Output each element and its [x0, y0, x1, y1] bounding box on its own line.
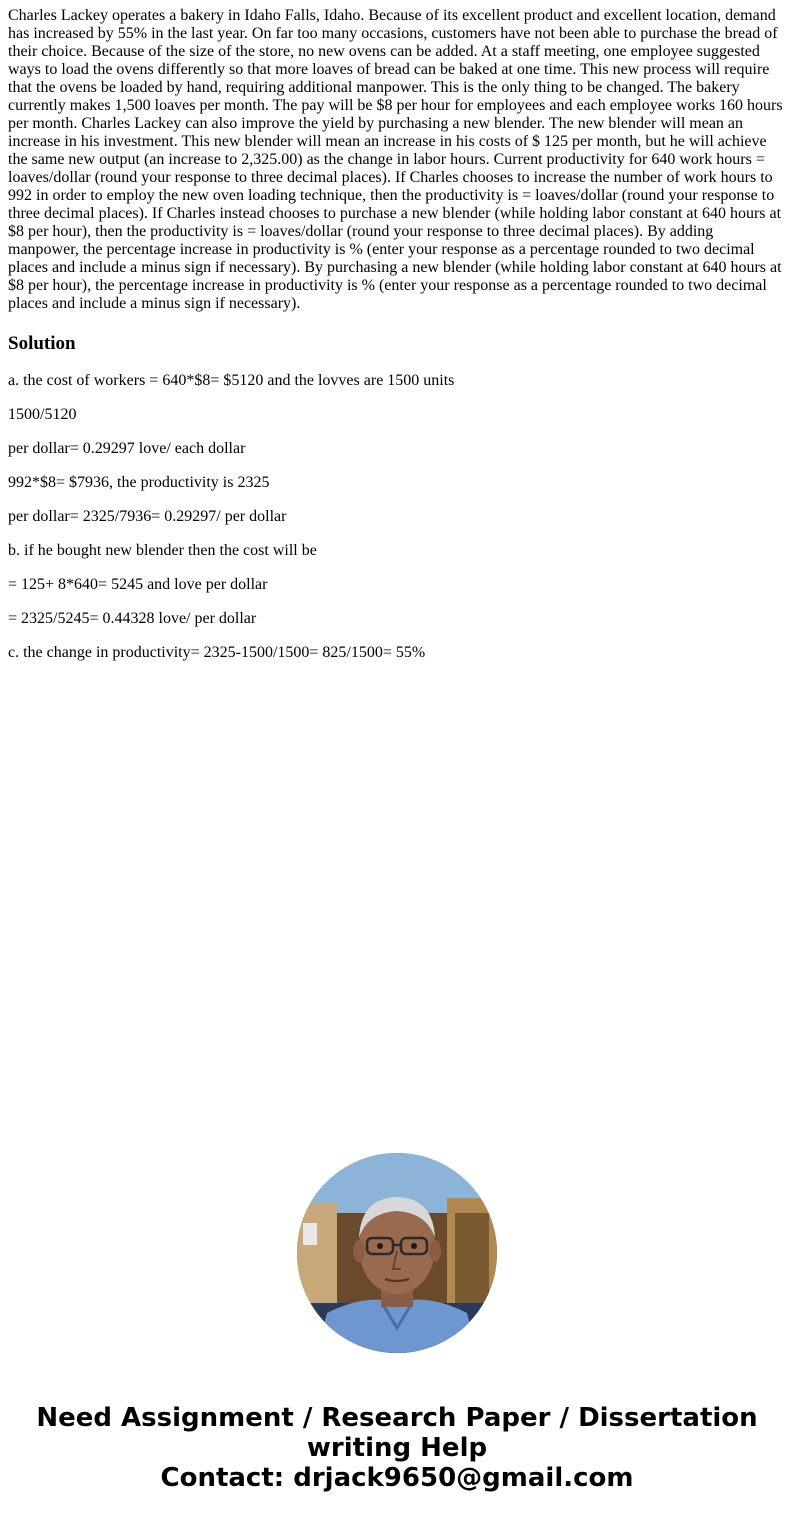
solution-heading: Solution	[8, 333, 76, 354]
promo-banner	[0, 1403, 794, 1493]
solution-line: = 2325/5245= 0.44328 love/ per dollar	[8, 610, 257, 627]
solution-line: b. if he bought new blender then the cost will be	[8, 542, 317, 559]
solution-line: per dollar= 0.29297 love/ each dollar	[8, 440, 246, 457]
promo-line: writing Help	[306, 1433, 488, 1463]
solution-line: 992*$8= $7936, the productivity is 2325	[8, 474, 270, 491]
question-text: Charles Lackey operates a bakery in Idaho Falls, Idaho. Because of its excellent product and excellent location, demand has increased by 55% in the last year. On far too many occasions, customers have not been able to purchase the bread of their choice. Because of the size of the store, no new ovens can be added. At a staff meeting, one employee suggested ways to load the ovens differently so that more loaves of bread can be baked at one time. This new process will require that the ovens be loaded by hand, requiring additional manpower. This is the only thing to be changed. The bakery currently makes 1,500 loaves per month. The pay will be $8 per hour for employees and each employee works 160 hours per month. Charles Lackey can also improve the yield by purchasing a new blender. The new blender will mean an increase in his investment. This new blender will mean an increase in his costs of $ 125 per month, but he will achieve the same new output (an increase to 2,325.00) as the change in labor hours. Current productivity for 640 work hours = loaves/dollar (round your response to three decimal places). If Charles chooses to increase the number of work hours to 992 in order to employ the new oven loading technique, then the productivity is = loaves/dollar (round your response to three decimal places). If Charles instead chooses to purchase a new blender (while holding labor constant at 640 hours at $8 per hour), then the productivity is = loaves/dollar (round your response to three decimal places). By adding manpower, the percentage increase in productivity is % (enter your response as a percentage rounded to two decimal places and include a minus sign if necessary). By purchasing a new blender (while holding labor constant at 640 hours at $8 per hour), the percentage increase in productivity is % (enter your response as a percentage rounded to two decimal places and include a minus sign if necessary).	[8, 7, 783, 312]
solution-line: a. the cost of workers = 640*$8= $5120 and the lovves are 1500 units	[8, 372, 455, 389]
solution-line: 1500/5120	[8, 406, 77, 423]
solution-line: c. the change in productivity= 2325-1500/1500= 825/1500= 55%	[8, 644, 426, 661]
promo-line: Need Assignment / Research Paper / Dissertation	[36, 1403, 758, 1433]
author-avatar	[297, 1153, 497, 1353]
solution-line: = 125+ 8*640= 5245 and love per dollar	[8, 576, 268, 593]
solution-lines	[8, 372, 454, 678]
solution-line: per dollar= 2325/7936= 0.29297/ per dollar	[8, 508, 287, 525]
promo-contact: Contact: drjack9650@gmail.com	[160, 1463, 634, 1493]
